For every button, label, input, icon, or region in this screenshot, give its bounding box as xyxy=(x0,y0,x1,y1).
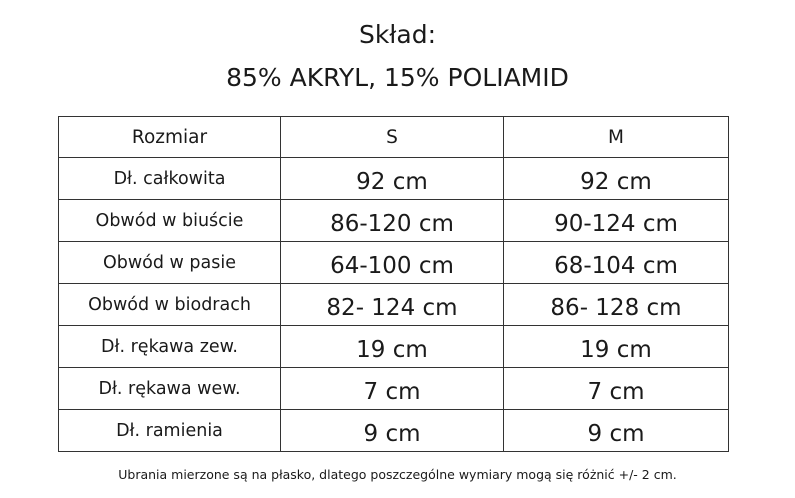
composition-value: 85% AKRYL, 15% POLIAMID xyxy=(226,63,569,92)
size-m-value: 92 cm xyxy=(504,158,729,200)
column-header-s: S xyxy=(281,117,504,158)
column-header-size: Rozmiar xyxy=(59,117,281,158)
measurement-note: Ubrania mierzone są na płasko, dlatego poszczególne wymiary mogą się różnić +/- 2 cm. xyxy=(118,467,677,482)
size-m-value: 19 cm xyxy=(504,326,729,368)
table-row xyxy=(59,200,729,242)
size-m-value: 9 cm xyxy=(504,410,729,452)
composition-heading: Skład: xyxy=(358,20,437,49)
size-s-value: 7 cm xyxy=(281,368,504,410)
size-m-value: 7 cm xyxy=(504,368,729,410)
row-label: Obwód w biodrach xyxy=(59,284,281,326)
row-label: Obwód w pasie xyxy=(59,242,281,284)
table-row xyxy=(59,242,729,284)
size-m-value: 68-104 cm xyxy=(504,242,729,284)
table-row xyxy=(59,326,729,368)
size-s-value: 86-120 cm xyxy=(281,200,504,242)
row-label: Dł. całkowita xyxy=(59,158,281,200)
size-s-value: 9 cm xyxy=(281,410,504,452)
size-table xyxy=(58,116,729,452)
row-label: Dł. ramienia xyxy=(59,410,281,452)
column-header-m: M xyxy=(504,117,729,158)
size-s-value: 64-100 cm xyxy=(281,242,504,284)
table-header-row xyxy=(59,117,729,158)
table-row xyxy=(59,410,729,452)
size-m-value: 90-124 cm xyxy=(504,200,729,242)
size-s-value: 92 cm xyxy=(281,158,504,200)
row-label: Dł. rękawa zew. xyxy=(59,326,281,368)
row-label: Obwód w biuście xyxy=(59,200,281,242)
size-m-value: 86- 128 cm xyxy=(504,284,729,326)
table-row xyxy=(59,158,729,200)
row-label: Dł. rękawa wew. xyxy=(59,368,281,410)
table-row xyxy=(59,284,729,326)
size-s-value: 19 cm xyxy=(281,326,504,368)
table-row xyxy=(59,368,729,410)
size-s-value: 82- 124 cm xyxy=(281,284,504,326)
